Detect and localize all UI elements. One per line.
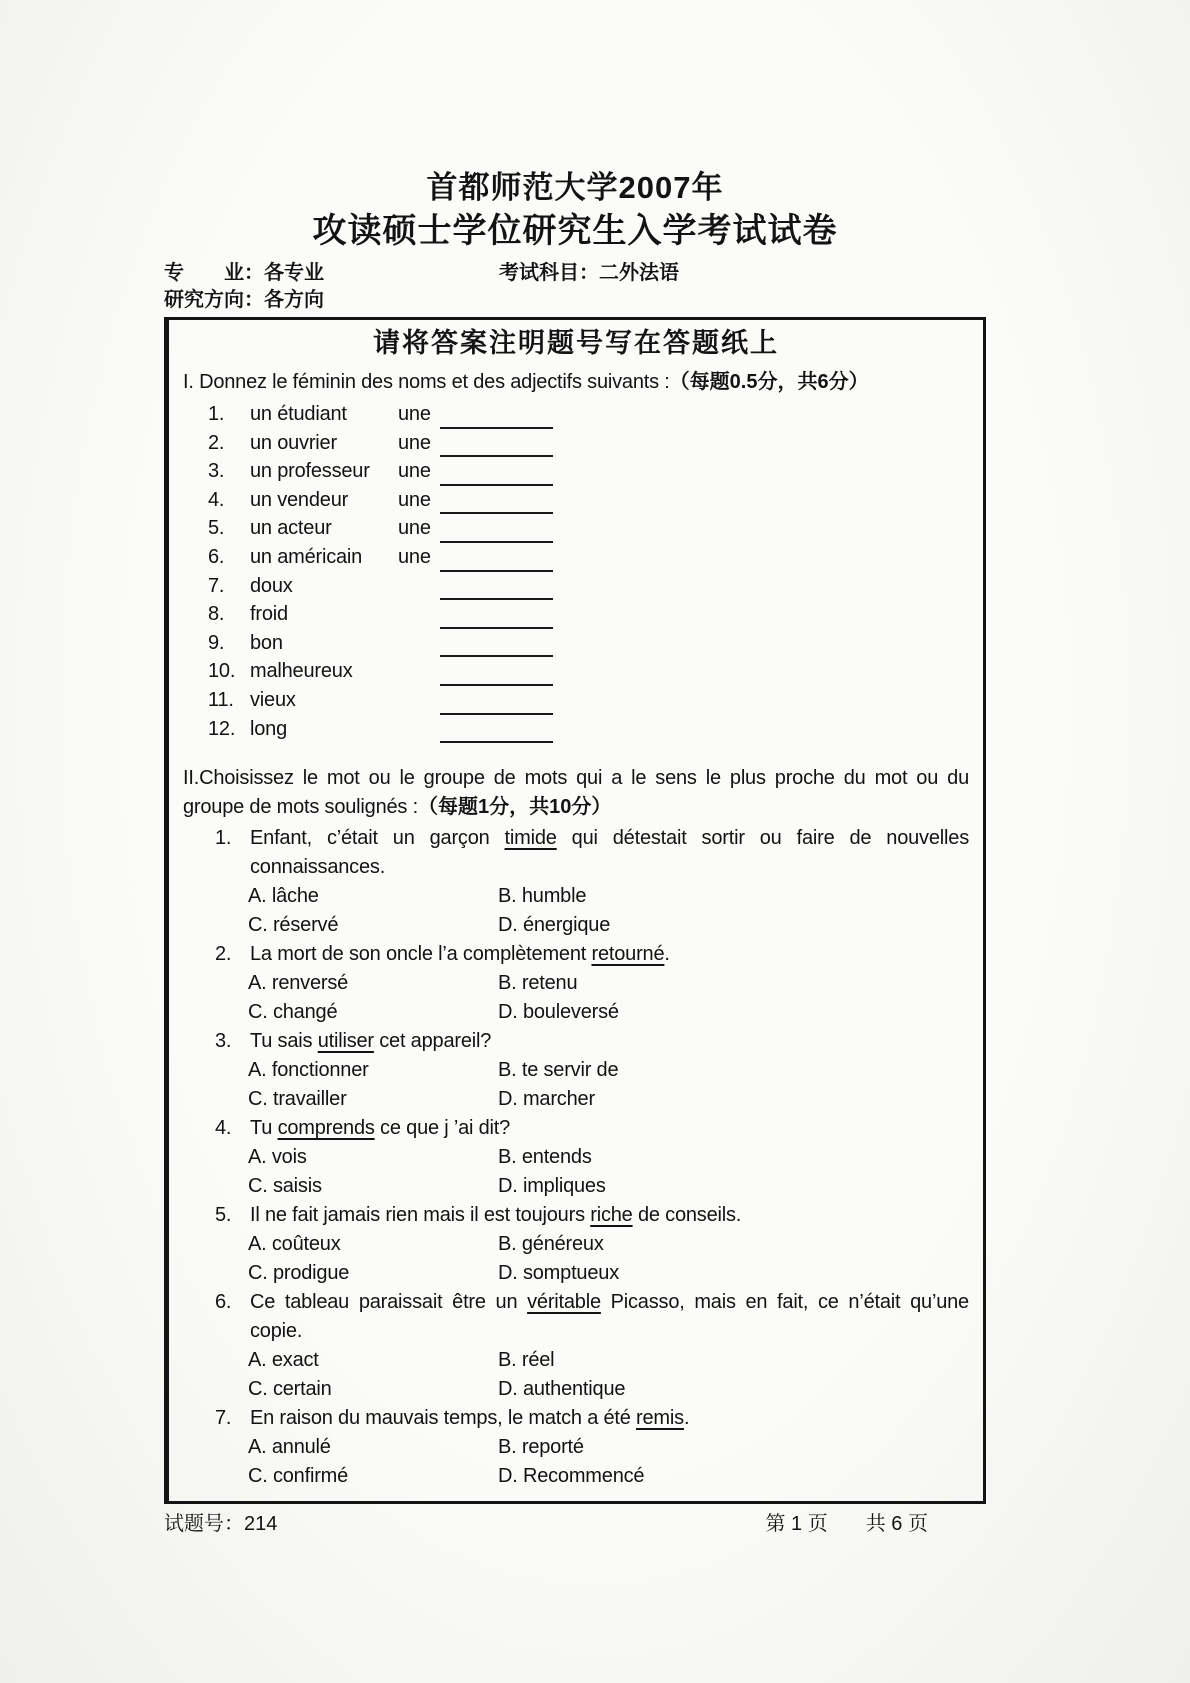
answer-blank-line [440, 607, 553, 629]
question-text-post: . [664, 943, 670, 966]
section2-questions [183, 824, 969, 1491]
feminin-item-12 [208, 715, 969, 744]
section2-heading [183, 764, 969, 822]
section1-heading [183, 368, 969, 397]
underlined-word: utiliser [317, 1030, 374, 1053]
option-d: D. somptueux [498, 1262, 619, 1285]
question-number: 4. [215, 1117, 232, 1140]
option-a: A. vois [248, 1146, 307, 1169]
section1-heading-cn: （每题0.5分，共6分） [669, 371, 869, 393]
item-term: froid [250, 603, 288, 626]
options-grid [248, 969, 969, 1027]
option-a: A. fonctionner [248, 1059, 369, 1082]
item-article: une [398, 545, 431, 568]
answer-notice: 请将答案注明题号写在答题纸上 [373, 328, 779, 358]
underlined-word: remis [636, 1407, 684, 1430]
option-b: B. réel [498, 1349, 555, 1372]
item-term: malheureux [250, 660, 353, 683]
answer-blank-line [440, 550, 553, 572]
feminin-item-9 [208, 629, 969, 658]
option-b: B. humble [498, 885, 587, 908]
question-3 [183, 1027, 969, 1114]
feminin-item-8 [208, 600, 969, 629]
question-text-pre: Enfant, c’était un garçon [250, 827, 505, 850]
item-term: un ouvrier [250, 431, 337, 454]
answer-blank-line [440, 635, 553, 657]
question-number: 6. [215, 1291, 232, 1314]
question-number: 7. [215, 1407, 232, 1430]
item-term: bon [250, 631, 283, 654]
question-text-post: ce que j ’ai dit? [374, 1117, 511, 1140]
item-term: un professeur [250, 460, 370, 483]
option-d: D. impliques [498, 1175, 606, 1198]
option-a: A. exact [248, 1349, 319, 1372]
item-article: une [398, 488, 431, 511]
total-pages: 共 6 页 [865, 1513, 928, 1536]
question-text-post: cet appareil? [373, 1030, 492, 1053]
question-5 [183, 1201, 969, 1288]
question-7 [183, 1404, 969, 1491]
option-d: D. bouleversé [498, 1001, 619, 1024]
underlined-word: retourné [591, 943, 665, 966]
item-number: 10. [208, 660, 236, 683]
item-number: 8. [208, 603, 225, 626]
option-b: B. reporté [498, 1436, 584, 1459]
option-b: B. te servir de [498, 1059, 619, 1082]
item-number: 4. [208, 488, 225, 511]
option-d: D. Recommencé [498, 1465, 645, 1488]
item-article: une [398, 517, 431, 540]
feminin-item-3 [208, 457, 969, 486]
option-d: D. énergique [498, 914, 611, 937]
question-text [250, 1201, 969, 1230]
item-number: 9. [208, 631, 225, 654]
item-term: doux [250, 574, 293, 597]
item-term: un étudiant [250, 403, 347, 425]
item-term: un américain [250, 545, 363, 568]
question-text [250, 1404, 969, 1433]
answer-blank-line [440, 693, 553, 715]
question-text [250, 824, 969, 882]
option-b: B. retenu [498, 972, 578, 995]
question-text-pre: Il ne fait jamais rien mais il est toujours [250, 1204, 591, 1227]
item-number: 5. [208, 517, 225, 540]
page-indicator [766, 1511, 929, 1538]
question-number: 1. [215, 827, 232, 850]
paper-number: 试题号：214 [164, 1513, 278, 1536]
answer-blank-line [440, 407, 553, 429]
question-text-pre: Tu [250, 1117, 278, 1140]
item-article: une [398, 460, 431, 483]
underlined-word: timide [504, 827, 557, 850]
option-a: A. coûteux [248, 1233, 341, 1256]
option-c: C. changé [248, 1001, 338, 1024]
item-article: une [398, 431, 431, 454]
answer-blank-line [440, 464, 553, 486]
item-article: une [398, 403, 431, 425]
question-text-pre: Ce tableau paraissait être un [250, 1291, 528, 1314]
item-number: 3. [208, 460, 225, 483]
answer-blank-line [440, 492, 553, 514]
option-d: D. marcher [498, 1088, 595, 1111]
options-grid [248, 1433, 969, 1491]
underlined-word: véritable [527, 1291, 601, 1314]
meta-row [164, 260, 986, 287]
feminin-item-5 [208, 514, 969, 543]
item-term: un acteur [250, 517, 332, 540]
page-footer [164, 1511, 986, 1538]
question-text-pre: La mort de son oncle l’a complètement [250, 943, 592, 966]
answer-blank-line [440, 521, 553, 543]
exam-title: 攻读硕士学位研究生入学考试试卷 [312, 212, 838, 250]
question-2 [183, 940, 969, 1027]
feminin-item-4 [208, 486, 969, 515]
question-1 [183, 824, 969, 940]
question-text-post: . [683, 1407, 690, 1430]
item-number: 2. [208, 431, 225, 454]
question-text [250, 1114, 969, 1143]
question-6 [183, 1288, 969, 1404]
feminin-item-10 [208, 657, 969, 686]
options-grid [248, 1230, 969, 1288]
current-page: 第 1 页 [765, 1513, 828, 1536]
feminin-item-11 [208, 686, 969, 715]
university-year-title: 首都师范大学2007年 [426, 170, 724, 205]
option-a: A. renversé [248, 972, 349, 995]
question-text [250, 1027, 969, 1056]
option-c: C. confirmé [248, 1465, 349, 1488]
item-term: long [250, 717, 288, 740]
question-text [250, 940, 969, 969]
option-c: C. certain [248, 1378, 332, 1401]
item-number: 1. [208, 403, 225, 425]
feminin-item-7 [208, 572, 969, 601]
feminin-item-6 [208, 543, 969, 572]
item-number: 7. [208, 574, 225, 597]
option-b: B. entends [498, 1146, 592, 1169]
options-grid [248, 1056, 969, 1114]
feminin-item-list [208, 400, 969, 743]
option-a: A. annulé [248, 1436, 331, 1459]
item-number: 11. [208, 688, 234, 711]
answer-blank-line [440, 664, 553, 686]
exam-content [164, 0, 986, 1538]
subject-label: 考试科目：二外法语 [499, 262, 679, 284]
question-text-post: qui détestait sortir ou faire de nouvelles connaissances. [250, 827, 969, 879]
question-text-pre: En raison du mauvais temps, le match a été [250, 1407, 637, 1430]
answer-blank-line [440, 578, 553, 600]
option-c: C. saisis [248, 1175, 322, 1198]
answer-blank-line [440, 721, 553, 743]
question-text-pre: Tu sais [250, 1030, 318, 1053]
item-term: vieux [250, 688, 296, 711]
option-d: D. authentique [498, 1378, 626, 1401]
options-grid [248, 1346, 969, 1404]
major-label: 专 业：各专业 [164, 262, 324, 284]
question-text [250, 1288, 969, 1346]
feminin-item-2 [208, 429, 969, 458]
question-text-post: Picasso, mais en fait, ce n’était qu’une copie. [250, 1291, 969, 1343]
exam-body-box [164, 317, 986, 1504]
underlined-word: comprends [277, 1117, 375, 1140]
item-number: 6. [208, 545, 225, 568]
section2-heading-fr: II.Choisissez le mot ou le groupe de mots qui a le sens le plus proche du mot ou du groupe de mots soulignés : [183, 767, 969, 819]
section1-heading-fr: I. Donnez le féminin des noms et des adjectifs suivants : [183, 371, 670, 393]
feminin-item-1 [208, 400, 969, 429]
option-b: B. généreux [498, 1233, 604, 1256]
option-a: A. lâche [248, 885, 319, 908]
question-number: 5. [215, 1204, 232, 1227]
item-number: 12. [208, 717, 236, 740]
question-text-post: de conseils. [632, 1204, 742, 1227]
question-number: 3. [215, 1030, 232, 1053]
question-number: 2. [215, 943, 232, 966]
item-term: un vendeur [250, 488, 349, 511]
options-grid [248, 882, 969, 940]
option-c: C. prodigue [248, 1262, 350, 1285]
option-c: C. réservé [248, 914, 339, 937]
option-c: C. travailler [248, 1088, 347, 1111]
direction-label: 研究方向：各方向 [164, 289, 324, 311]
section2-heading-cn: （每题1分，共10分） [417, 796, 612, 819]
underlined-word: riche [590, 1204, 633, 1227]
options-grid [248, 1143, 969, 1201]
answer-blank-line [440, 435, 553, 457]
question-4 [183, 1114, 969, 1201]
